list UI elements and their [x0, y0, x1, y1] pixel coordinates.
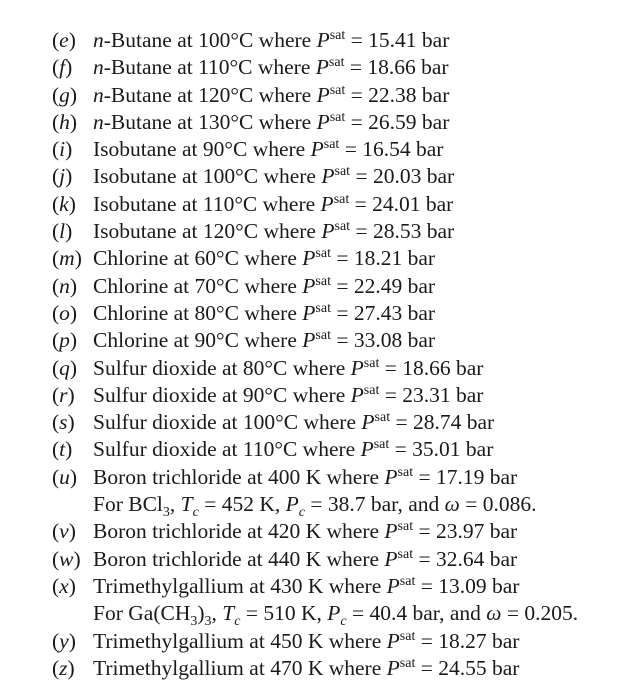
item-text: Sulfur dioxide at 80°C where $P^{sat} = 18.66$ bar: [93, 355, 484, 380]
item-text: Isobutane at 90°C where $P^{sat} = 16.54$ bar: [93, 137, 444, 162]
item-text: Isobutane at 110°C where $P^{sat} = 24.01$ bar: [93, 191, 454, 216]
substance-name: Sulfur dioxide: [93, 382, 217, 407]
sat-superscript: sat: [397, 546, 414, 562]
item-letter: u: [59, 464, 70, 489]
item-letter: r: [59, 382, 68, 407]
item-label: (m): [52, 246, 82, 271]
pressure-symbol: P: [321, 164, 335, 189]
tc-symbol: T: [222, 601, 235, 626]
substance-prefix: n: [93, 109, 104, 134]
pressure-symbol: P: [302, 328, 316, 353]
substance-name: Boron trichloride: [93, 464, 242, 489]
item-label: (u): [52, 464, 78, 489]
substance-name: Isobutane: [93, 164, 177, 189]
item-text: Chlorine at 70°C where $P^{sat} = 22.49$ bar: [93, 273, 436, 298]
substance-name: Sulfur dioxide: [93, 437, 217, 462]
item-text: Boron trichloride at 420 K where $P^{sat} = 23.97$ bar: [93, 519, 518, 544]
item-letter: e: [59, 28, 69, 52]
sat-superscript: sat: [374, 410, 391, 426]
sat-superscript: sat: [334, 219, 351, 235]
list-item: [52, 409, 620, 436]
item-label: (f): [52, 55, 73, 80]
sat-superscript: sat: [333, 191, 350, 207]
sat-superscript: sat: [397, 464, 414, 480]
pressure-symbol: P: [386, 655, 400, 680]
pc-subscript: c: [298, 505, 305, 521]
condition: 80°C: [194, 300, 239, 325]
item-label: (z): [52, 655, 75, 680]
list-item: [52, 464, 620, 491]
condition: 90°C: [194, 328, 239, 353]
item-text: n-Butane at 130°C where $P^{sat} = 26.59$ bar: [93, 109, 450, 134]
item-text: Chlorine at 80°C where $P^{sat} = 27.43$ bar: [93, 300, 436, 325]
psat-value: 18.27 bar: [438, 628, 520, 653]
pc-value: 40.4 bar: [369, 601, 440, 626]
item-text: Trimethylgallium at 450 K where $P^{sat} = 18.27$ bar: [93, 628, 520, 653]
substance-name: Chlorine: [93, 328, 169, 353]
item-label: (h): [52, 109, 78, 134]
psat-value: 23.97 bar: [436, 519, 518, 544]
pressure-symbol: P: [350, 355, 364, 380]
psat-value: 17.19 bar: [436, 464, 518, 489]
psat-value: 27.43 bar: [353, 300, 436, 325]
list-item: [52, 436, 620, 463]
item-letter: g: [59, 82, 70, 107]
item-label: (j): [52, 164, 73, 189]
psat-value: 18.66 bar: [367, 55, 449, 80]
note-row: [52, 491, 620, 521]
condition: 110°C: [202, 191, 258, 216]
condition: 450 K: [270, 628, 324, 653]
item-label: (i): [52, 137, 73, 162]
condition: 90°C: [202, 137, 248, 162]
pc-value: 38.7 bar: [327, 492, 398, 517]
condition: 110°C: [242, 437, 298, 462]
item-letter: y: [59, 628, 69, 653]
list-item: [52, 518, 620, 545]
item-letter: o: [59, 300, 70, 325]
list-item: [52, 546, 620, 573]
psat-value: 15.41 bar: [368, 28, 450, 52]
formula-subscript: 3: [190, 614, 198, 630]
list-item: [52, 382, 620, 409]
item-label: (w): [52, 546, 81, 571]
item-text: n-Butane at 100°C where $P^{sat} = 15.41$ bar: [93, 28, 450, 52]
psat-value: 32.64 bar: [436, 546, 518, 571]
substance-name: -Butane: [103, 109, 172, 134]
substance-name: Chlorine: [93, 246, 169, 271]
condition: 100°C: [202, 164, 259, 189]
sat-superscript: sat: [329, 109, 346, 125]
tc-subscript: c: [234, 614, 241, 630]
item-text: Boron trichloride at 400 K where $P^{sat} = 17.19$ bar: [93, 464, 518, 489]
item-text: Chlorine at 90°C where $P^{sat} = 33.08$ bar: [93, 328, 436, 353]
substance-name: Boron trichloride: [93, 546, 242, 571]
sat-superscript: sat: [363, 355, 380, 371]
sat-superscript: sat: [329, 28, 346, 43]
condition: 100°C: [242, 410, 299, 435]
substance-name: Trimethylgallium: [93, 655, 244, 680]
item-letter: w: [59, 546, 74, 571]
note-text: For BCl$_3$, $T_c = 452$ K, $P_c = 38.7$ bar, and ω = 0.086.: [93, 492, 537, 521]
sat-superscript: sat: [373, 437, 390, 453]
psat-value: 28.53 bar: [372, 219, 455, 244]
pressure-symbol: P: [321, 219, 335, 244]
pressure-symbol: P: [302, 300, 316, 325]
pressure-symbol: P: [316, 28, 330, 52]
list-item: [52, 573, 620, 600]
item-text: Isobutane at 100°C where $P^{sat} = 20.03$ bar: [93, 164, 455, 189]
item-letter: h: [59, 109, 70, 134]
pc-symbol: P: [327, 601, 341, 626]
list-item: [52, 245, 620, 272]
list-item: [52, 163, 620, 190]
condition: 90°C: [242, 382, 288, 407]
item-text: Trimethylgallium at 430 K where $P^{sat} = 13.09$ bar: [93, 573, 520, 598]
item-label: (p): [52, 328, 78, 353]
substance-name: -Butane: [103, 28, 172, 52]
pressure-symbol: P: [386, 573, 400, 598]
pressure-symbol: P: [384, 519, 398, 544]
psat-value: 20.03 bar: [372, 164, 455, 189]
item-label: (y): [52, 628, 76, 653]
substance-name: Sulfur dioxide: [93, 355, 217, 380]
pressure-symbol: P: [316, 109, 330, 134]
formula-subscript: 3: [162, 505, 170, 521]
condition: 420 K: [267, 519, 322, 544]
substance-name: -Butane: [103, 82, 172, 107]
list-item: [52, 327, 620, 354]
sat-superscript: sat: [399, 628, 416, 644]
sat-superscript: sat: [315, 300, 331, 316]
condition: 440 K: [267, 546, 322, 571]
condition: 430 K: [270, 573, 324, 598]
list-item: [52, 273, 620, 300]
psat-value: 22.38 bar: [368, 82, 450, 107]
list-item: [52, 109, 620, 136]
psat-value: 16.54 bar: [362, 137, 444, 162]
omega-value: 0.086: [482, 492, 532, 517]
condition: 400 K: [267, 464, 322, 489]
sat-superscript: sat: [329, 82, 346, 98]
pressure-symbol: P: [316, 82, 330, 107]
sat-superscript: sat: [397, 519, 414, 535]
item-label: (n): [52, 273, 78, 298]
item-text: Sulfur dioxide at 110°C where $P^{sat} = 35.01$ bar: [93, 437, 494, 462]
list-item: [52, 54, 620, 81]
pressure-symbol: P: [386, 628, 400, 653]
psat-value: 35.01 bar: [412, 437, 494, 462]
substance-prefix: n: [93, 55, 104, 80]
pressure-symbol: P: [310, 137, 324, 162]
item-label: (r): [52, 382, 75, 407]
list-item: [52, 628, 620, 655]
psat-value: 23.31 bar: [402, 382, 484, 407]
list-item: [52, 355, 620, 382]
psat-value: 18.66 bar: [402, 355, 484, 380]
item-text: Sulfur dioxide at 100°C where $P^{sat} = 28.74$ bar: [93, 410, 495, 435]
psat-value: 22.49 bar: [353, 273, 436, 298]
item-label: (v): [52, 519, 76, 544]
pressure-symbol: P: [384, 546, 398, 571]
list-item: [52, 82, 620, 109]
condition: 60°C: [194, 246, 239, 271]
item-text: n-Butane at 110°C where $P^{sat} = 18.66$ bar: [93, 55, 449, 80]
pressure-symbol: P: [360, 437, 374, 462]
condition: 120°C: [202, 219, 259, 244]
sat-superscript: sat: [323, 137, 340, 153]
item-letter: p: [59, 328, 70, 353]
item-letter: q: [59, 355, 70, 380]
formula-subscript: 3: [204, 614, 212, 630]
sat-superscript: sat: [334, 164, 351, 180]
pc-symbol: P: [285, 492, 299, 517]
list-item: [52, 655, 620, 682]
pressure-symbol: P: [384, 464, 398, 489]
problem-list: [52, 27, 620, 682]
item-label: (t): [52, 437, 73, 462]
sat-superscript: sat: [315, 273, 331, 289]
substance-name: Trimethylgallium: [93, 573, 244, 598]
substance-name: Isobutane: [93, 137, 177, 162]
omega-symbol: ω: [486, 601, 502, 626]
item-label: (s): [52, 410, 75, 435]
omega-value: 0.205: [524, 601, 573, 626]
item-letter: z: [59, 655, 68, 680]
item-label: (q): [52, 355, 78, 380]
sat-superscript: sat: [363, 382, 380, 398]
condition: 130°C: [198, 109, 254, 134]
substance-name: Boron trichloride: [93, 519, 242, 544]
substance-name: Isobutane: [93, 219, 177, 244]
item-letter: s: [59, 410, 68, 435]
item-text: n-Butane at 120°C where $P^{sat} = 22.38$ bar: [93, 82, 450, 107]
condition: 470 K: [270, 655, 324, 680]
pc-subscript: c: [340, 614, 347, 630]
psat-value: 28.74 bar: [412, 410, 495, 435]
list-item: [52, 300, 620, 327]
list-item: [52, 136, 620, 163]
tc-symbol: T: [180, 492, 193, 517]
psat-value: 13.09 bar: [438, 573, 520, 598]
substance-name: Sulfur dioxide: [93, 410, 217, 435]
item-text: Trimethylgallium at 470 K where $P^{sat} = 24.55$ bar: [93, 655, 520, 680]
omega-symbol: ω: [444, 492, 460, 517]
psat-value: 24.55 bar: [438, 655, 520, 680]
list-item: [52, 191, 620, 218]
item-text: Chlorine at 60°C where $P^{sat} = 18.21$ bar: [93, 246, 436, 271]
pressure-symbol: P: [302, 273, 316, 298]
item-letter: x: [59, 573, 69, 598]
note-text: For $Ga(CH_3)_3$, $T_c = 510$ K, $P_c = 40.4$ bar, and ω = 0.205.: [93, 601, 579, 630]
substance-name: Chlorine: [93, 273, 169, 298]
list-item: [52, 27, 620, 54]
item-letter: n: [59, 273, 70, 298]
substance-name: Chlorine: [93, 300, 169, 325]
sat-superscript: sat: [315, 246, 331, 262]
item-label: (g): [52, 82, 78, 107]
item-label: (l): [52, 219, 73, 244]
item-text: Sulfur dioxide at 90°C where $P^{sat} = 23.31$ bar: [93, 382, 484, 407]
formula-tail: ): [197, 601, 205, 626]
item-letter: f: [59, 55, 66, 80]
item-label: (x): [52, 573, 76, 598]
item-text: Boron trichloride at 440 K where $P^{sat} = 32.64$ bar: [93, 546, 518, 571]
sat-superscript: sat: [315, 328, 331, 344]
tc-subscript: c: [192, 505, 199, 521]
condition: 120°C: [198, 82, 254, 107]
condition: 80°C: [242, 355, 288, 380]
item-letter: t: [59, 437, 66, 462]
pressure-symbol: P: [350, 382, 364, 407]
item-label: (e): [52, 28, 76, 52]
substance-name: -Butane: [103, 55, 172, 80]
pressure-symbol: P: [315, 55, 329, 80]
psat-value: 18.21 bar: [353, 246, 436, 271]
item-letter: l: [59, 219, 66, 244]
sat-superscript: sat: [328, 55, 345, 71]
note-row: [52, 600, 620, 630]
pressure-symbol: P: [320, 191, 334, 216]
pressure-symbol: P: [361, 410, 375, 435]
condition: 110°C: [198, 55, 253, 80]
substance-name: Trimethylgallium: [93, 628, 244, 653]
item-text: Isobutane at 120°C where $P^{sat} = 28.53$ bar: [93, 219, 455, 244]
item-letter: i: [59, 137, 66, 162]
item-letter: v: [59, 519, 69, 544]
condition: 100°C: [198, 28, 254, 52]
tc-value: 510 K: [263, 601, 317, 626]
substance-name: Isobutane: [93, 191, 177, 216]
sat-superscript: sat: [399, 655, 416, 671]
item-label: (o): [52, 300, 78, 325]
item-letter: m: [59, 246, 75, 271]
pressure-symbol: P: [302, 246, 316, 271]
psat-value: 33.08 bar: [353, 328, 436, 353]
tc-value: 452 K: [221, 492, 275, 517]
formula: BCl: [128, 492, 163, 517]
substance-prefix: n: [93, 28, 104, 52]
formula: Ga(CH: [128, 601, 191, 626]
psat-value: 26.59 bar: [368, 109, 450, 134]
substance-prefix: n: [93, 82, 104, 107]
list-item: [52, 218, 620, 245]
psat-value: 24.01 bar: [372, 191, 454, 216]
item-letter: j: [59, 164, 66, 189]
sat-superscript: sat: [399, 573, 416, 589]
condition: 70°C: [194, 273, 239, 298]
item-label: (k): [52, 191, 76, 216]
item-letter: k: [59, 191, 69, 216]
